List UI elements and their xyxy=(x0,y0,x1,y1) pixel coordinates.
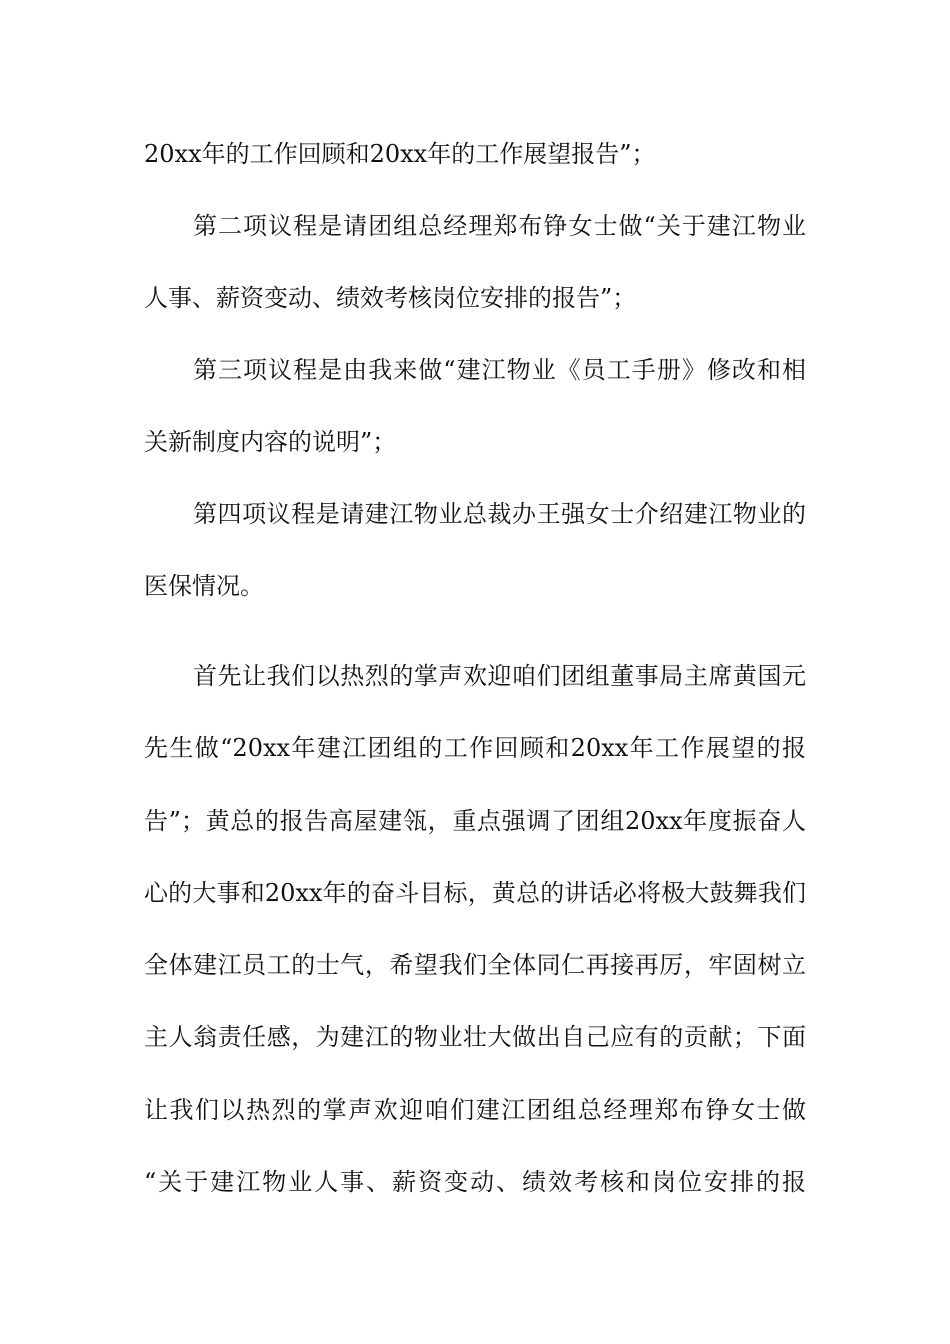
paragraph-line: 第三项议程是由我来做“建江物业《员工手册》修改和相 xyxy=(193,356,806,384)
paragraph-line: 第二项议程是请团组总经理郑布铮女士做“关于建江物业 xyxy=(193,212,806,240)
text-line: 先生做“20xx年建江团组的工作回顾和20xx年工作展望的报 xyxy=(144,734,806,762)
text-line: 人事、薪资变动、绩效考核岗位安排的报告”； xyxy=(144,284,637,312)
text-line: 关新制度内容的说明”； xyxy=(144,428,397,456)
text-line: “关于建江物业人事、薪资变动、绩效考核和岗位安排的报 xyxy=(144,1168,806,1196)
text-line: 医保情况。 xyxy=(144,572,264,600)
text-line: 20xx年的工作回顾和20xx年的工作展望报告”； xyxy=(144,140,656,168)
text-line: 全体建江员工的士气，希望我们全体同仁再接再厉，牢固树立 xyxy=(144,951,806,979)
paragraph-line: 首先让我们以热烈的掌声欢迎咱们团组董事局主席黄国元 xyxy=(193,662,806,690)
text-line: 心的大事和20xx年的奋斗目标，黄总的讲话必将极大鼓舞我们 xyxy=(144,879,806,907)
paragraph-line: 第四项议程是请建江物业总裁办王强女士介绍建江物业的 xyxy=(193,500,806,528)
text-line: 告”；黄总的报告高屋建瓴，重点强调了团组20xx年度振奋人 xyxy=(144,807,806,835)
text-line: 主人翁责任感，为建江的物业壮大做出自己应有的贡献；下面 xyxy=(144,1023,806,1051)
text-line: 让我们以热烈的掌声欢迎咱们建江团组总经理郑布铮女士做 xyxy=(144,1096,806,1124)
